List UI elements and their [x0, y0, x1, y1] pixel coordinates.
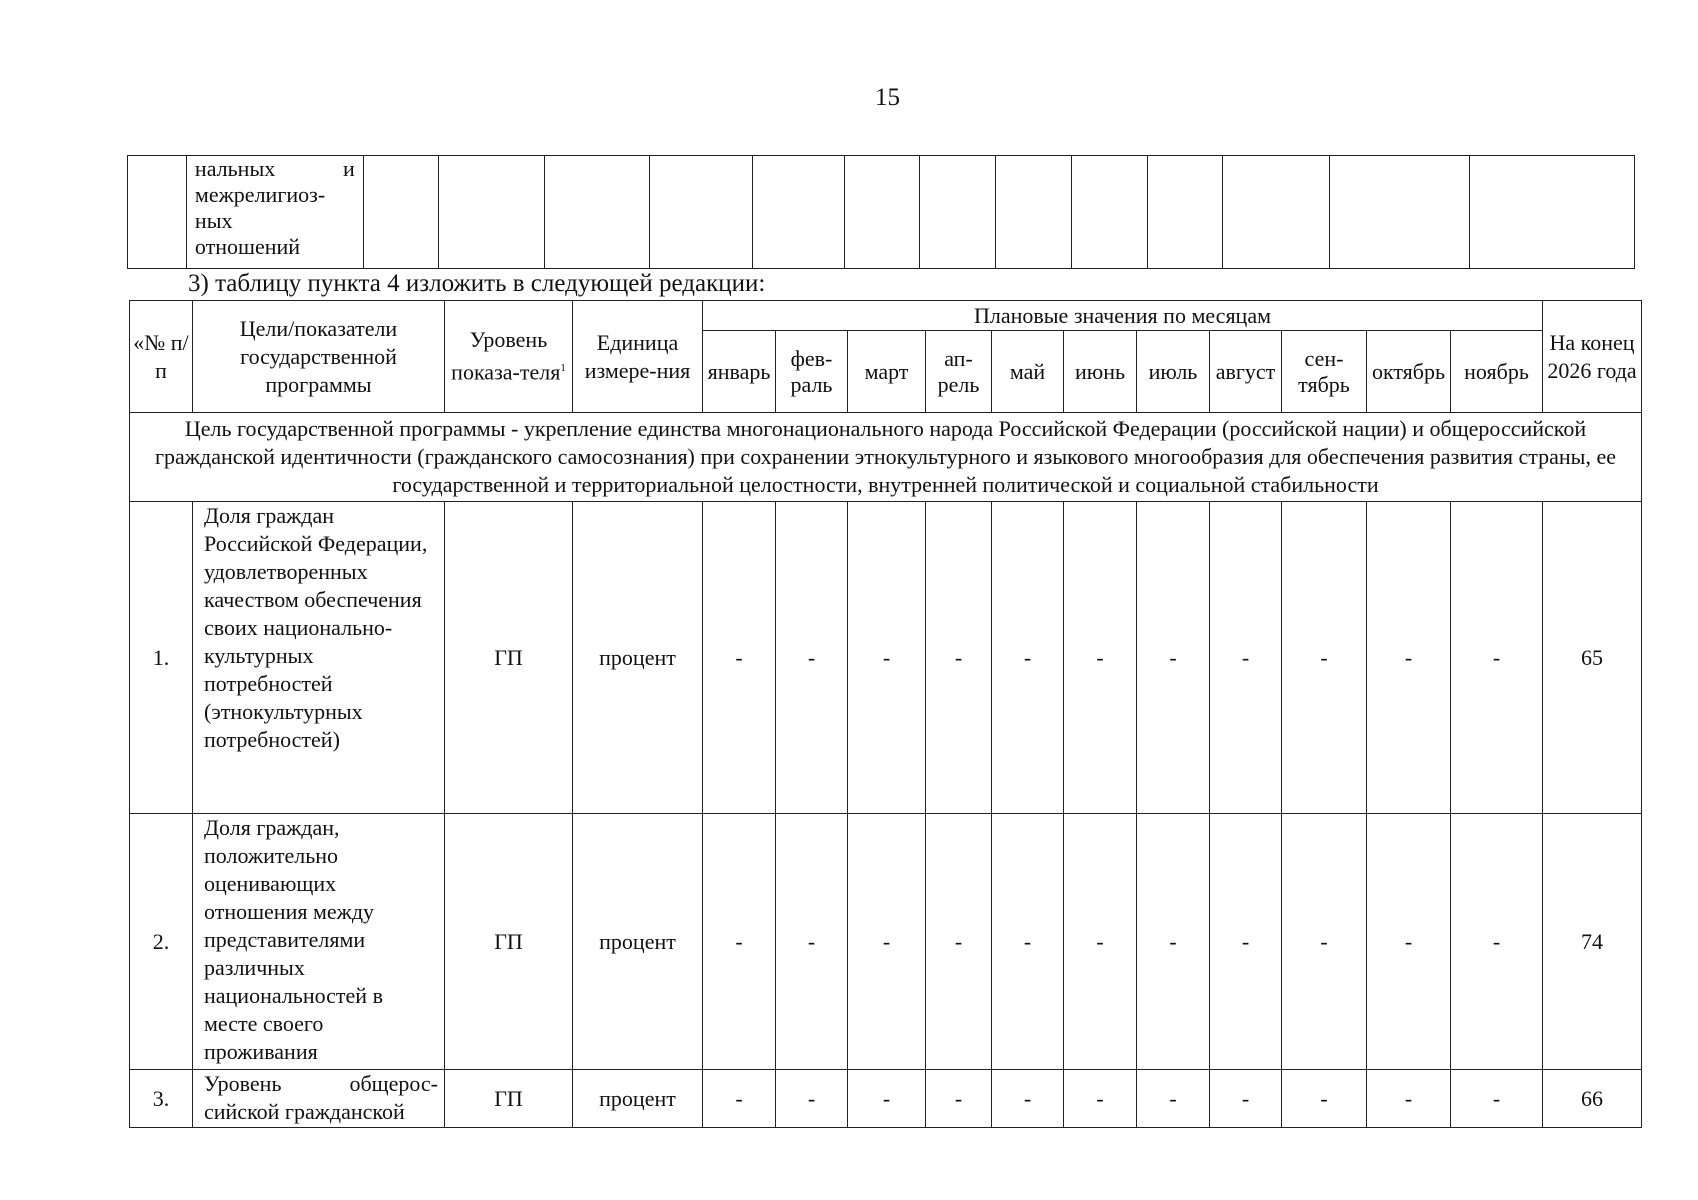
header-planned: Плановые значения по месяцам — [703, 301, 1543, 331]
month-value: - — [848, 502, 926, 814]
header-month: январь — [703, 331, 776, 413]
empty-cell — [1329, 156, 1469, 269]
empty-cell — [1147, 156, 1223, 269]
fragment-line: и — [342, 156, 355, 181]
month-value: - — [776, 502, 848, 814]
empty-cell — [1469, 156, 1634, 269]
header-month: ап-рель — [926, 331, 992, 413]
month-value: - — [926, 502, 992, 814]
month-value: - — [1451, 1070, 1543, 1128]
table-row — [130, 1070, 1642, 1128]
fragment-num-cell — [128, 156, 187, 269]
header-level-text: Уровень показа-теля — [451, 327, 561, 385]
indicator-name: Доля граждан Российской Федерации, удовлетворенных качеством обеспечения своих национально-культурных потребностей (этнокультурных потребностей) — [193, 502, 445, 814]
month-value: - — [1282, 814, 1367, 1070]
header-end: На конец 2026 года — [1543, 301, 1642, 413]
fragment-line: отношений — [194, 234, 301, 259]
empty-cell — [920, 156, 996, 269]
indicators-table — [129, 300, 1642, 1128]
month-value: - — [848, 814, 926, 1070]
empty-cell — [1223, 156, 1329, 269]
indicator-name: Доля граждан, положительно оценивающих отношения между представителями различных национальностей в месте своего проживания — [193, 814, 445, 1070]
header-month: июль — [1137, 331, 1210, 413]
empty-cell — [649, 156, 752, 269]
empty-cell — [439, 156, 544, 269]
month-value: - — [1137, 814, 1210, 1070]
month-value: - — [1367, 502, 1451, 814]
fragment-line: ных — [194, 208, 233, 233]
empty-cell — [996, 156, 1072, 269]
indicator-unit: процент — [573, 814, 703, 1070]
month-value: - — [1451, 502, 1543, 814]
previous-table-fragment — [127, 155, 1635, 269]
month-value: - — [776, 814, 848, 1070]
month-value: - — [1210, 502, 1282, 814]
table-row — [130, 814, 1642, 1070]
month-value: - — [926, 1070, 992, 1128]
month-value: - — [992, 502, 1064, 814]
month-value: - — [1210, 814, 1282, 1070]
empty-cell — [844, 156, 920, 269]
header-month: ноябрь — [1451, 331, 1543, 413]
header-month: август — [1210, 331, 1282, 413]
fragment-line: межрелигиоз- — [194, 182, 326, 207]
month-value: - — [1367, 814, 1451, 1070]
month-value: - — [848, 1070, 926, 1128]
indicator-level: ГП — [445, 502, 573, 814]
header-month: октябрь — [1367, 331, 1451, 413]
header-month: июнь — [1064, 331, 1137, 413]
month-value: - — [1064, 814, 1137, 1070]
instruction-text: 3) таблицу пункта 4 изложить в следующей редакции: — [188, 270, 766, 297]
indicator-unit: процент — [573, 1070, 703, 1128]
footnote-marker: 1 — [560, 362, 566, 375]
header-unit: Единица измере-ния — [573, 301, 703, 413]
fragment-line: нальных — [194, 156, 276, 181]
header-num: «№ п/п — [130, 301, 193, 413]
indicator-unit: процент — [573, 502, 703, 814]
goal-row: Цель государственной программы - укрепление единства многонационального народа Российской Федерации (российской нации) и общероссийской гражданской идентичности (гражданского самосознания) при сохранении этнокультурного и языкового многообразия для обеспечения развития страны, ее государственной и территориальной целостности, внутренней политической и социальной стабильности — [130, 413, 1642, 502]
table-row — [130, 502, 1642, 814]
month-value: - — [703, 814, 776, 1070]
header-level — [445, 301, 573, 413]
empty-cell — [1071, 156, 1147, 269]
month-value: - — [1064, 1070, 1137, 1128]
end-value: 74 — [1543, 814, 1642, 1070]
month-value: - — [1137, 1070, 1210, 1128]
empty-cell — [363, 156, 439, 269]
month-value: - — [1282, 1070, 1367, 1128]
indicator-level: ГП — [445, 814, 573, 1070]
header-month: март — [848, 331, 926, 413]
header-goal: Цели/показатели государственной программы — [193, 301, 445, 413]
month-value: - — [1367, 1070, 1451, 1128]
month-value: - — [1282, 502, 1367, 814]
month-value: - — [1064, 502, 1137, 814]
month-value: - — [776, 1070, 848, 1128]
month-value: - — [703, 502, 776, 814]
row-number: 2. — [130, 814, 193, 1070]
empty-cell — [544, 156, 649, 269]
end-value: 65 — [1543, 502, 1642, 814]
header-month: сен-тябрь — [1282, 331, 1367, 413]
indicator-name-line: Уровень — [204, 1071, 282, 1096]
month-value: - — [992, 1070, 1064, 1128]
month-value: - — [1137, 502, 1210, 814]
row-number: 3. — [130, 1070, 193, 1128]
month-value: - — [992, 814, 1064, 1070]
header-month: фев-раль — [776, 331, 848, 413]
indicator-name-line: общерос- — [349, 1071, 438, 1096]
fragment-text-cell — [186, 156, 363, 269]
month-value: - — [1210, 1070, 1282, 1128]
indicator-name — [193, 1070, 445, 1128]
indicator-level: ГП — [445, 1070, 573, 1128]
empty-cell — [753, 156, 845, 269]
month-value: - — [1451, 814, 1543, 1070]
indicator-name-line: сийской гражданской — [204, 1099, 405, 1124]
page-number: 15 — [875, 84, 900, 111]
month-value: - — [926, 814, 992, 1070]
header-month: май — [992, 331, 1064, 413]
row-number: 1. — [130, 502, 193, 814]
end-value: 66 — [1543, 1070, 1642, 1128]
month-value: - — [703, 1070, 776, 1128]
